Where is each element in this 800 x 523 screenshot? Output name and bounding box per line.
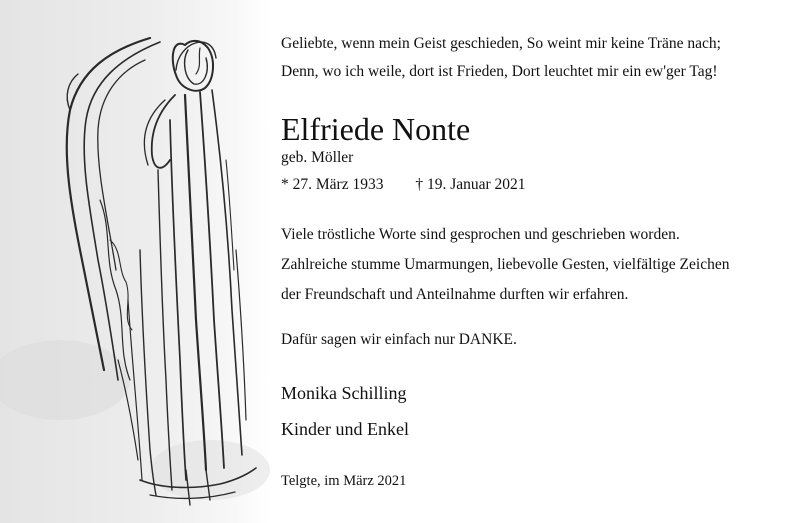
signer-name: Monika Schilling bbox=[281, 383, 407, 403]
deceased-name: Elfriede Nonte bbox=[281, 111, 471, 147]
birth-date: * 27. März 1933 bbox=[281, 176, 384, 193]
thanks-line: der Freundschaft und Anteilnahme durften wir erfahren. bbox=[281, 286, 629, 303]
angel-sketch-panel bbox=[0, 0, 270, 523]
life-dates bbox=[281, 175, 526, 195]
birth-name: geb. Möller bbox=[281, 149, 354, 166]
poem-line: Denn, wo ich weile, dort ist Frieden, Dort leuchtet mir ein ew'ger Tag! bbox=[281, 63, 718, 80]
danke-line: Dafür sagen wir einfach nur DANKE. bbox=[281, 331, 517, 348]
signer-family: Kinder und Enkel bbox=[281, 419, 409, 439]
poem bbox=[281, 30, 721, 86]
angel-sketch-icon bbox=[0, 0, 270, 523]
place-date: Telgte, im März 2021 bbox=[281, 473, 407, 489]
death-date: † 19. Januar 2021 bbox=[415, 176, 526, 193]
thanks-line: Viele tröstliche Worte sind gesprochen und geschrieben worden. bbox=[281, 226, 680, 243]
poem-line: Geliebte, wenn mein Geist geschieden, So weint mir keine Träne nach; bbox=[281, 35, 721, 52]
thanks-line: Zahlreiche stumme Umarmungen, liebevolle Gesten, vielfältige Zeichen bbox=[281, 256, 730, 273]
thanks-paragraph bbox=[281, 220, 729, 310]
